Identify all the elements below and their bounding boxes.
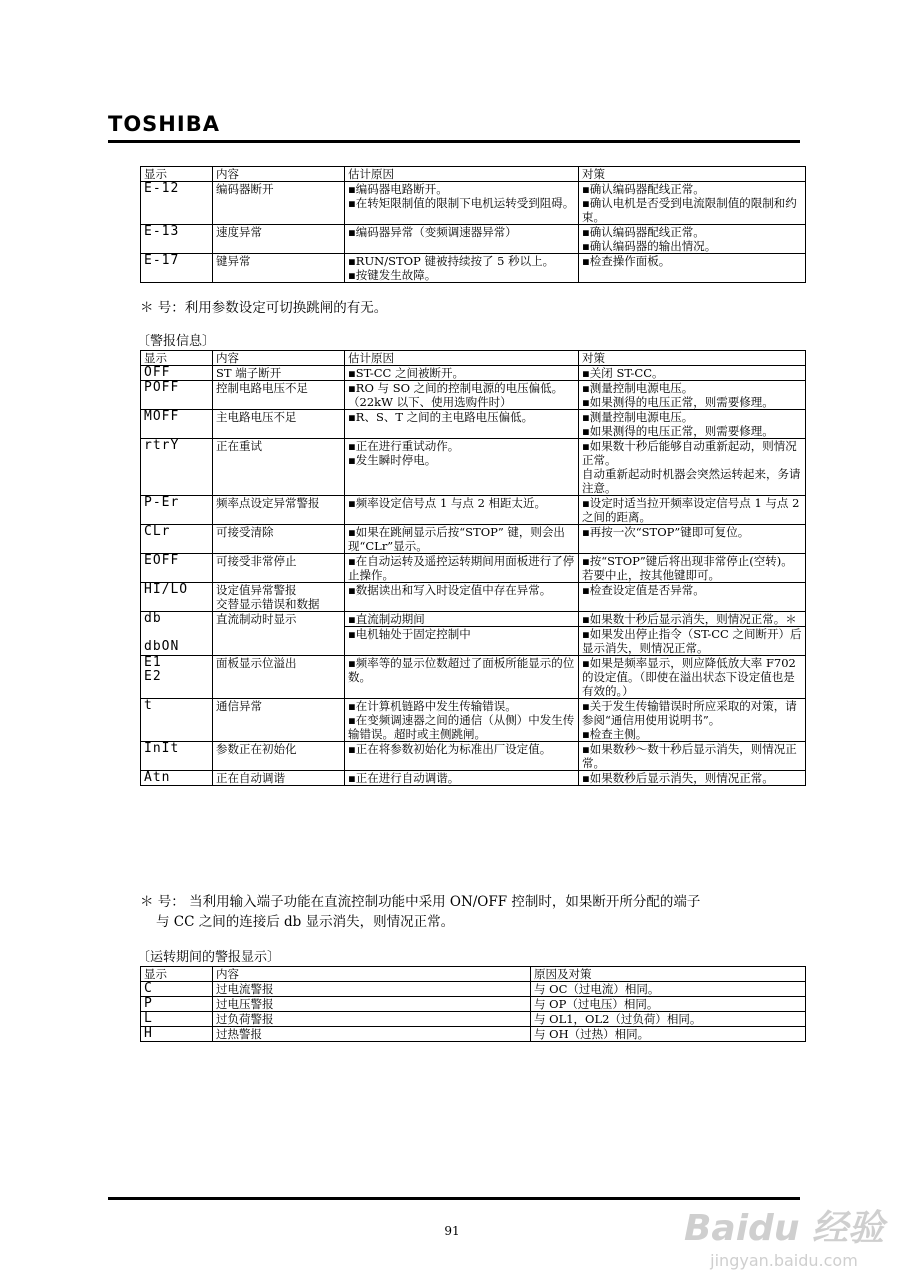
content-text: 正在自动调谐 — [216, 771, 285, 785]
content-text: 可接受清除 — [216, 525, 274, 539]
cause-text: ▪ST-CC 之间被断开。 — [348, 366, 464, 380]
table-row — [141, 381, 806, 410]
cause-text-cell — [345, 366, 579, 381]
running-alarm-table — [140, 966, 806, 1042]
table-row — [141, 1012, 806, 1027]
display-code: P-Er — [144, 495, 180, 510]
page-number: 91 — [444, 1224, 460, 1238]
content-text-cell — [213, 254, 345, 283]
measure-text-cell — [579, 612, 806, 656]
dc-note-line2: 与 CC 之间的连接后 db 显示消失，则情况正常。 — [156, 914, 455, 930]
content-text: 通信异常 — [216, 699, 262, 713]
measure-text-cell — [579, 381, 806, 410]
cause-text-cell — [345, 410, 579, 439]
display-code: E-13 — [144, 224, 180, 239]
content-text: 过电流警报 — [216, 982, 274, 996]
display-code-cell — [141, 612, 213, 656]
watermark-brand: Baidu 经验 — [683, 1208, 884, 1249]
measure-text-cell — [531, 1027, 806, 1042]
header-cause: 估计原因 — [345, 351, 579, 366]
display-code-cell — [141, 182, 213, 225]
cause-text: ▪RO 与 SO 之间的控制电源的电压偏低。（22kW 以下、使用选购件时） — [348, 381, 564, 409]
cause-text: ▪在自动运转及遥控运转期间用面板进行了停止操作。 — [348, 554, 575, 582]
content-text: 过电压警报 — [216, 997, 274, 1011]
cause-text: ▪R、S、T 之间的主电路电压偏低。 — [348, 410, 534, 424]
display-code-cell — [141, 554, 213, 583]
measure-text-cell — [579, 583, 806, 612]
measure-text: ▪如果数秒后显示消失，则情况正常。 — [582, 771, 774, 785]
table-row — [141, 699, 806, 742]
content-text: 频率点设定异常警报 — [216, 496, 320, 510]
measure-text-cell — [579, 554, 806, 583]
cause-text-cell — [345, 656, 579, 699]
measure-text: ▪如果是频率显示，则应降低放大率 F702 的设定值。（即使在溢出状态下设定值也是有效的。） — [582, 656, 796, 698]
cause-text: ▪在计算机链路中发生传输错误。 ▪在变频调速器之间的通信（从侧）中发生传输错误。超时或主侧跳闸。 — [348, 699, 575, 741]
content-text-cell — [213, 496, 345, 525]
cause-text-cell — [345, 225, 579, 254]
content-text-cell — [213, 439, 345, 496]
display-code: HI/LO — [144, 582, 189, 597]
display-code: EOFF — [144, 553, 180, 568]
measure-text: ▪如果数十秒后能够自动重新起动，则情况正常。 自动重新起动时机器会突然运转起来，务请注意。 — [582, 439, 801, 495]
content-text: ST 端子断开 — [216, 366, 282, 380]
content-text-cell — [213, 771, 345, 786]
content-text-cell — [213, 366, 345, 381]
table-row — [141, 656, 806, 699]
cause-text-cell — [345, 699, 579, 742]
content-text: 过负荷警报 — [216, 1012, 274, 1026]
watermark — [684, 1200, 884, 1270]
header-rule — [108, 140, 800, 143]
content-text: 参数正在初始化 — [216, 742, 297, 756]
cause-text-cell — [345, 771, 579, 786]
content-text: 编码器断开 — [216, 182, 274, 196]
measure-text-cell — [579, 656, 806, 699]
measure-text-cell — [579, 496, 806, 525]
display-code-cell — [141, 254, 213, 283]
display-code: OFF — [144, 365, 171, 380]
measure-text-cell — [579, 366, 806, 381]
display-code-cell — [141, 439, 213, 496]
display-code-cell — [141, 381, 213, 410]
measure-text: 与 OC（过电流）相同。 — [534, 982, 660, 996]
content-text: 面板显示位溢出 — [216, 656, 297, 670]
measure-text: ▪关闭 ST-CC。 — [582, 366, 664, 380]
cause-text-cell — [345, 496, 579, 525]
measure-text: ▪关于发生传输错误时所应采取的对策，请参阅“通信用使用说明书”。 ▪检查主侧。 — [582, 699, 797, 741]
measure-text: ▪如果数秒～数十秒后显示消失，则情况正常。 — [582, 742, 797, 770]
display-code-cell — [141, 1012, 213, 1027]
dc-note-line1: ＊ 号： 当利用输入端子功能在直流控制功能中采用 ON/OFF 控制时，如果断开所分配的端子 — [140, 894, 701, 910]
alarm-table — [140, 350, 806, 786]
display-code-cell — [141, 1027, 213, 1042]
table-row — [141, 997, 806, 1012]
display-code-cell — [141, 656, 213, 699]
measure-text: 与 OP（过电压）相同。 — [534, 997, 659, 1011]
cause-text: ▪正在进行自动调谐。 — [348, 771, 460, 785]
display-code: POFF — [144, 380, 180, 395]
content-text-cell — [213, 182, 345, 225]
measure-text: 与 OH（过热）相同。 — [534, 1027, 650, 1041]
measure-text-cell — [531, 982, 806, 997]
content-text: 设定值异常警报 交替显示错误和数据 — [216, 583, 320, 611]
table-row — [141, 410, 806, 439]
table-row — [141, 496, 806, 525]
display-code-cell — [141, 496, 213, 525]
content-text: 键异常 — [216, 254, 251, 268]
display-code-cell — [141, 583, 213, 612]
cause-text: ▪频率等的显示位数超过了面板所能显示的位数。 — [348, 656, 575, 684]
display-code: H — [144, 1026, 153, 1041]
measure-text-cell — [531, 997, 806, 1012]
measure-text: ▪如果数十秒后显示消失，则情况正常。＊ — [582, 612, 797, 626]
display-code: db — [144, 611, 162, 626]
display-code: E1 E2 — [144, 655, 162, 684]
cause-text-cell — [345, 254, 579, 283]
measure-text: ▪按“STOP”键后将出现非常停止(空转)。若要中止，按其他键即可。 — [582, 554, 793, 582]
cause-text: ▪数据读出和写入时设定值中存在异常。 — [348, 583, 552, 597]
measure-text-cell — [579, 225, 806, 254]
content-text-cell — [213, 381, 345, 410]
display-code-secondary: dbON — [144, 639, 180, 654]
display-code: InIt — [144, 741, 180, 756]
header-display: 显示 — [141, 167, 213, 182]
content-text-cell — [213, 699, 345, 742]
measure-text: ▪再按一次“STOP”键即可复位。 — [582, 525, 750, 539]
display-code-cell — [141, 410, 213, 439]
trip-note: ＊ 号：利用参数设定可切换跳闸的有无。 — [140, 300, 388, 316]
measure-text-secondary: ▪如果发出停止指令（ST-CC 之间断开）后显示消失，则情况正常。 — [579, 626, 805, 655]
display-code-cell — [141, 997, 213, 1012]
cause-text: ▪正在进行重试动作。 ▪发生瞬时停电。 — [348, 439, 460, 467]
measure-text-cell — [579, 771, 806, 786]
dc-note — [140, 892, 700, 932]
table-header-row — [141, 167, 806, 182]
display-code: t — [144, 698, 153, 713]
measure-text-cell — [579, 699, 806, 742]
display-code: MOFF — [144, 409, 180, 424]
measure-text: 与 OL1，OL2（过负荷）相同。 — [534, 1012, 702, 1026]
content-text: 可接受非常停止 — [216, 554, 297, 568]
alarm-section-title: 〔警报信息〕 — [137, 334, 216, 349]
display-code: L — [144, 1011, 153, 1026]
content-text: 过热警报 — [216, 1027, 262, 1041]
table-row — [141, 225, 806, 254]
display-code: CLr — [144, 524, 171, 539]
measure-text-cell — [579, 182, 806, 225]
table-row — [141, 583, 806, 612]
measure-text-cell — [531, 1012, 806, 1027]
cause-text-secondary: ▪电机轴处于固定控制中 — [345, 626, 578, 641]
brand-logo: TOSHIBA — [108, 112, 220, 136]
content-text: 主电路电压不足 — [216, 410, 297, 424]
measure-text: ▪设定时适当拉开频率设定信号点 1 与点 2 之间的距离。 — [582, 496, 800, 524]
header-cause: 估计原因 — [345, 167, 579, 182]
display-code: C — [144, 981, 153, 996]
display-code: E-12 — [144, 181, 180, 196]
cause-text-cell — [345, 742, 579, 771]
display-code-cell — [141, 366, 213, 381]
measure-text: ▪确认编码器配线正常。 ▪确认电机是否受到电流限制值的限制和约束。 — [582, 182, 797, 224]
header-measure: 对策 — [579, 351, 806, 366]
content-text-cell — [213, 1012, 531, 1027]
display-code: Atn — [144, 770, 171, 785]
measure-text-cell — [579, 439, 806, 496]
display-code-cell — [141, 771, 213, 786]
cause-text-cell — [345, 182, 579, 225]
measure-text: ▪测量控制电源电压。 ▪如果测得的电压正常，则需要修理。 — [582, 410, 774, 438]
content-text-cell — [213, 554, 345, 583]
measure-text: ▪确认编码器配线正常。 ▪确认编码器的输出情况。 — [582, 225, 717, 253]
table-header-row — [141, 967, 806, 982]
running-alarm-section-title: 〔运转期间的警报显示〕 — [137, 950, 281, 965]
cause-text: ▪频率设定信号点 1 与点 2 相距太近。 — [348, 496, 547, 510]
measure-text: ▪检查设定值是否异常。 — [582, 583, 705, 597]
display-code-cell — [141, 525, 213, 554]
header-content: 内容 — [213, 967, 531, 982]
display-code-cell — [141, 982, 213, 997]
table-row — [141, 612, 806, 656]
cause-text-cell — [345, 381, 579, 410]
table-row — [141, 771, 806, 786]
content-text-cell — [213, 612, 345, 656]
content-text: 速度异常 — [216, 225, 262, 239]
table-row — [141, 1027, 806, 1042]
display-code-cell — [141, 742, 213, 771]
header-content: 内容 — [213, 167, 345, 182]
content-text-cell — [213, 1027, 531, 1042]
header-content: 内容 — [213, 351, 345, 366]
content-text: 直流制动时显示 — [216, 612, 297, 626]
content-text-cell — [213, 742, 345, 771]
cause-text: ▪如果在跳闸显示后按“STOP” 键，则会出现“CLr”显示。 — [348, 525, 565, 553]
table-row — [141, 182, 806, 225]
content-text-cell — [213, 982, 531, 997]
content-text: 正在重试 — [216, 439, 262, 453]
cause-text-cell — [345, 612, 579, 656]
content-text: 控制电路电压不足 — [216, 381, 308, 395]
fault-table — [140, 166, 806, 283]
cause-text: ▪直流制动期间 — [348, 612, 425, 626]
table-row — [141, 439, 806, 496]
cause-text-cell — [345, 439, 579, 496]
cause-text-cell — [345, 554, 579, 583]
display-code: rtrY — [144, 438, 180, 453]
header-display: 显示 — [141, 351, 213, 366]
content-text-cell — [213, 583, 345, 612]
content-text-cell — [213, 656, 345, 699]
measure-text-cell — [579, 410, 806, 439]
display-code: E-17 — [144, 253, 180, 268]
measure-text: ▪检查操作面板。 — [582, 254, 671, 268]
table-row — [141, 254, 806, 283]
watermark-url: jingyan.baidu.com — [710, 1251, 858, 1270]
table-row — [141, 982, 806, 997]
cause-text: ▪RUN/STOP 键被持续按了 5 秒以上。 ▪按键发生故障。 — [348, 254, 555, 282]
content-text-cell — [213, 225, 345, 254]
cause-text: ▪正在将参数初始化为标准出厂设定值。 — [348, 742, 552, 756]
cause-text: ▪编码器异常（变频调速器异常） — [348, 225, 517, 239]
table-row — [141, 742, 806, 771]
cause-text-cell — [345, 583, 579, 612]
content-text-cell — [213, 410, 345, 439]
table-row — [141, 525, 806, 554]
measure-text-cell — [579, 254, 806, 283]
header-measure: 原因及对策 — [531, 967, 806, 982]
table-row — [141, 366, 806, 381]
table-header-row — [141, 351, 806, 366]
display-code: P — [144, 996, 153, 1011]
measure-text-cell — [579, 525, 806, 554]
measure-text: ▪测量控制电源电压。 ▪如果测得的电压正常，则需要修理。 — [582, 381, 774, 409]
display-code-cell — [141, 699, 213, 742]
header-display: 显示 — [141, 967, 213, 982]
table-row — [141, 554, 806, 583]
cause-text: ▪编码器电路断开。 ▪在转矩限制值的限制下电机运转受到阻碍。 — [348, 182, 575, 210]
content-text-cell — [213, 525, 345, 554]
header-measure: 对策 — [579, 167, 806, 182]
cause-text-cell — [345, 525, 579, 554]
content-text-cell — [213, 997, 531, 1012]
measure-text-cell — [579, 742, 806, 771]
display-code-cell — [141, 225, 213, 254]
